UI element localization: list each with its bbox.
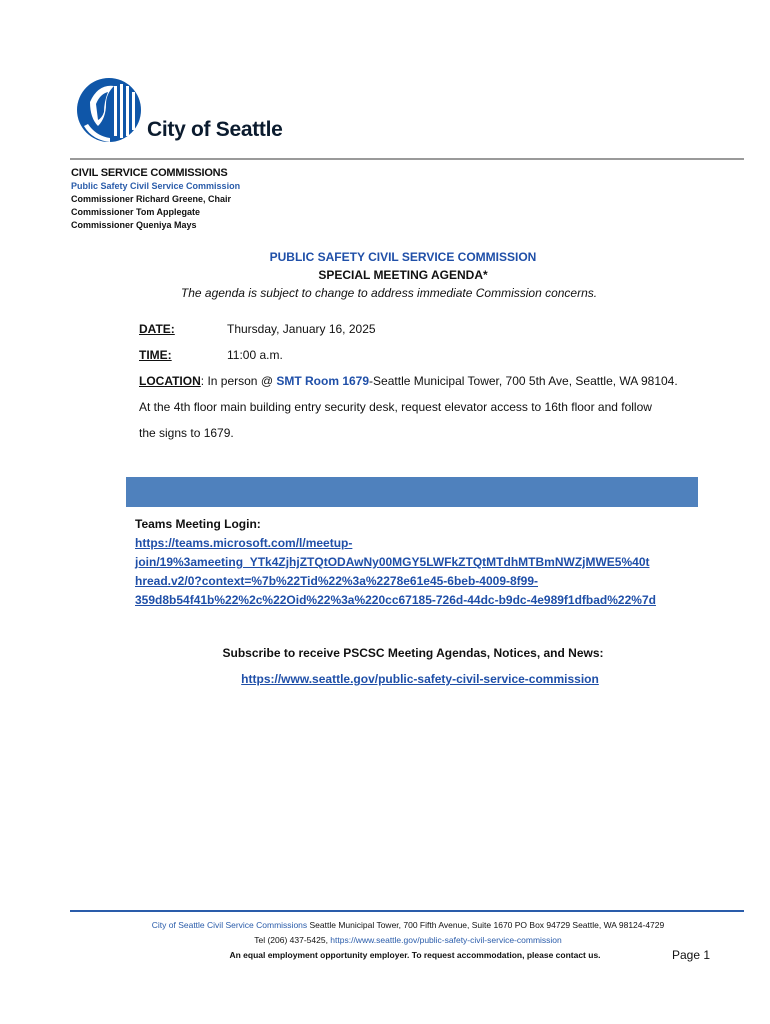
commission-info	[71, 167, 240, 232]
header-divider	[70, 158, 744, 160]
agenda-subtitle: SPECIAL MEETING AGENDA*	[318, 268, 488, 282]
time-row	[139, 348, 172, 362]
location-address: -Seattle Municipal Tower, 700 5th Ave, Seattle, WA 98104.	[369, 374, 678, 388]
city-of-seattle-logo	[76, 74, 142, 146]
directions-line: the signs to 1679.	[139, 426, 234, 440]
teams-link-line[interactable]: 359d8b54f41b%22%2c%22Oid%22%3a%220cc67185-726d-44dc-b9dc-4e989f1dfbad%22%7d	[135, 593, 656, 607]
date-label: DATE:	[139, 322, 175, 336]
commissioner: Commissioner Queniya Mays	[71, 220, 197, 230]
footer-contact-line	[0, 935, 770, 945]
teams-link-line[interactable]: join/19%3ameeting_YTk4ZjhjZTQtODAwNy00MGY5LWFkZTQtMTdhMTBmNWZjMWE5%40t	[135, 555, 650, 569]
subscribe-link[interactable]: https://www.seattle.gov/public-safety-civil-service-commission	[241, 672, 599, 686]
agenda-note: The agenda is subject to change to address immediate Commission concerns.	[180, 286, 598, 300]
location-prefix: : In person @	[200, 374, 277, 388]
section-bar	[126, 477, 698, 507]
commissioner-chair: Commissioner Richard Greene, Chair	[71, 194, 232, 204]
commissioner: Commissioner Tom Applegate	[71, 207, 201, 217]
footer-commission-link[interactable]: City of Seattle Civil Service Commissions	[151, 920, 308, 930]
location-room: SMT Room 1679	[276, 374, 370, 388]
commission-heading: CIVIL SERVICE COMMISSIONS	[71, 167, 228, 179]
location-label: LOCATION	[139, 374, 201, 388]
teams-link-line[interactable]: hread.v2/0?context=%7b%22Tid%22%3a%2278e61e45-6beb-4009-8f99-	[135, 574, 538, 588]
footer-tel: Tel (206) 437-5425,	[254, 935, 331, 945]
date-row	[139, 322, 175, 336]
footer-divider	[70, 910, 744, 912]
footer-url-link[interactable]: https://www.seattle.gov/public-safety-civil-service-commission	[330, 935, 562, 945]
footer-address: Seattle Municipal Tower, 700 Fifth Avenue, Suite 1670 PO Box 94729 Seattle, WA 98124-4729	[307, 920, 665, 930]
teams-login	[135, 515, 656, 610]
footer-address-line	[0, 920, 770, 930]
subscribe-text: Subscribe to receive PSCSC Meeting Agendas, Notices, and News:	[222, 646, 604, 660]
city-name: City of Seattle	[147, 118, 283, 141]
agenda-title: PUBLIC SAFETY CIVIL SERVICE COMMISSION	[269, 250, 537, 264]
teams-label: Teams Meeting Login:	[135, 517, 261, 531]
time-value: 11:00 a.m.	[227, 348, 283, 362]
time-label: TIME:	[139, 348, 172, 362]
directions-line: At the 4th floor main building entry security desk, request elevator access to 16th floor and follow	[139, 400, 652, 414]
date-value: Thursday, January 16, 2025	[227, 322, 376, 336]
teams-link-line[interactable]: https://teams.microsoft.com/l/meetup-	[135, 536, 353, 550]
location-row	[139, 374, 678, 388]
commission-name[interactable]: Public Safety Civil Service Commission	[71, 181, 241, 191]
page-number: Page 1	[672, 948, 711, 962]
footer-eeo: An equal employment opportunity employer. To request accommodation, please contact us.	[229, 950, 601, 960]
